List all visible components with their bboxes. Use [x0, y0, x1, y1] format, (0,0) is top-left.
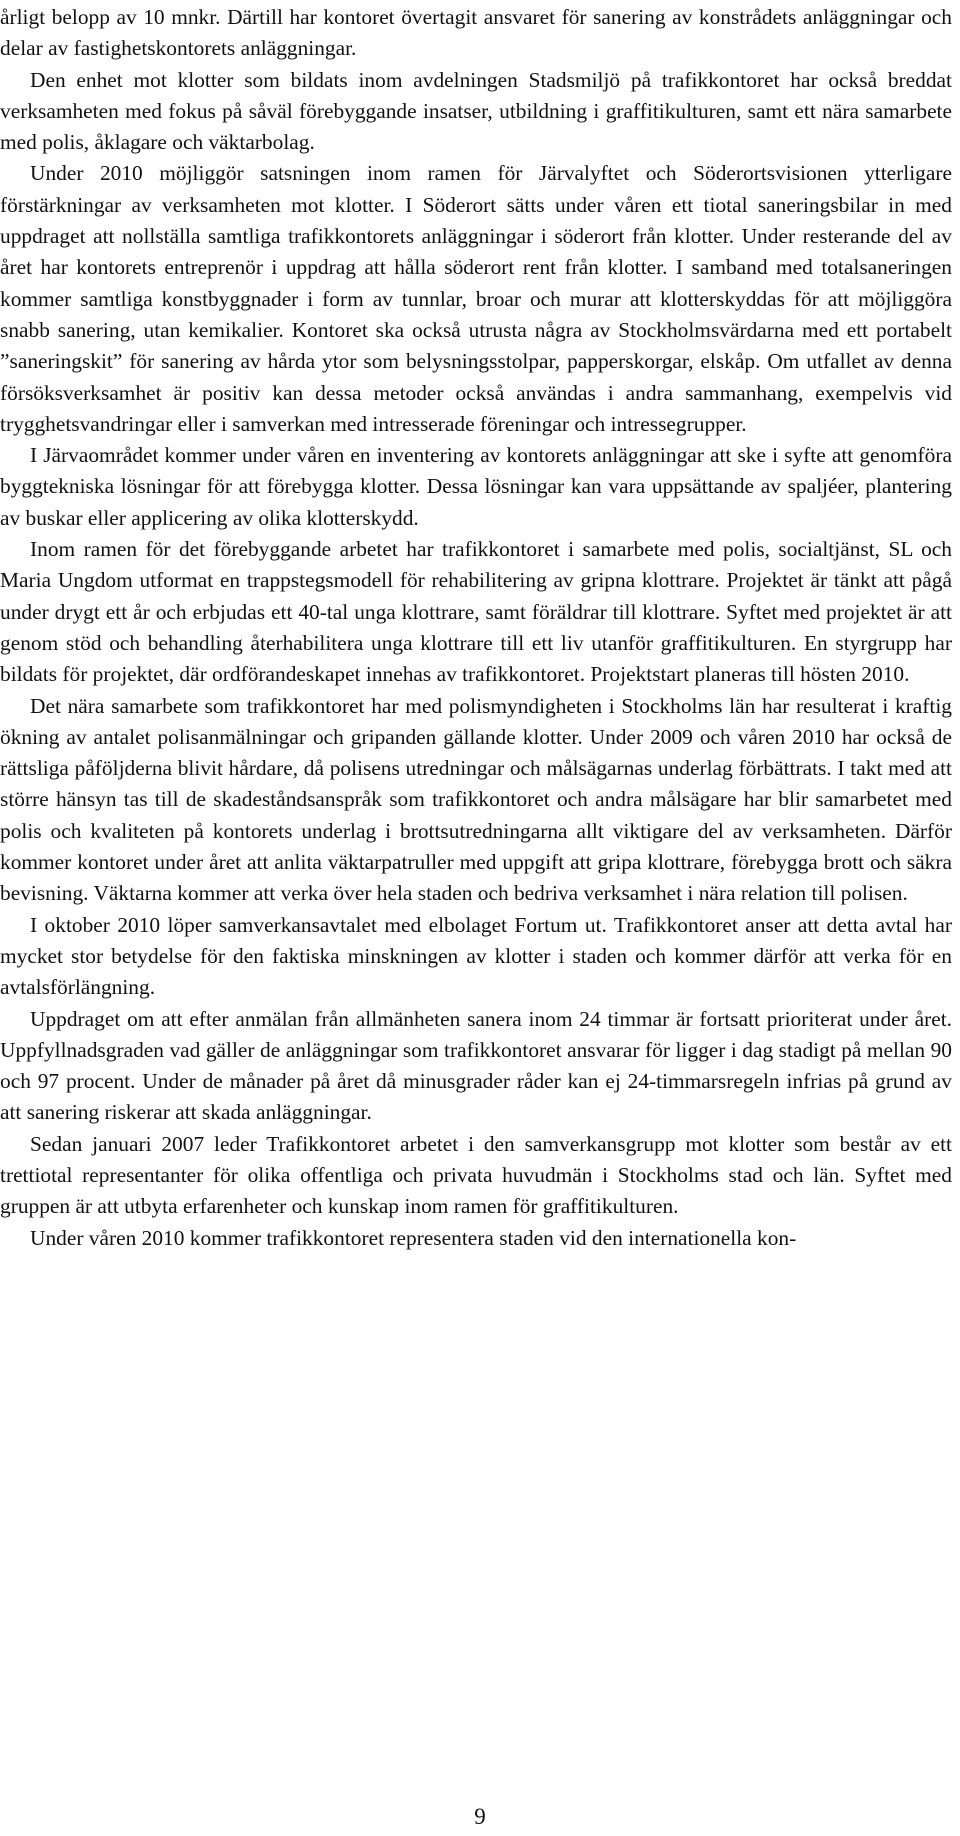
paragraph: I oktober 2010 löper samverkansavtalet med elbolaget Fortum ut. Trafikkontoret anser att detta avtal har mycket stor betydelse för den faktiska minskningen av klotter i staden och kommer därför att verka för en avtalsförlängning. — [0, 912, 952, 1000]
paragraph-truncated: Under våren 2010 kommer trafikkontoret representera staden vid den internationella kon- — [30, 1225, 797, 1250]
paragraph: Den enhet mot klotter som bildats inom avdelningen Stadsmiljö på trafikkontoret har också breddat verksamheten med fokus på såväl förebyggande insatser, utbildning i graffitikulturen, samt ett nära samarbete med polis, åklagare och väktarbolag. — [0, 67, 952, 155]
body-text — [0, 2, 952, 1254]
paragraph: Sedan januari 2007 leder Trafikkontoret arbetet i den samverkansgrupp mot klotter som består av ett trettiotal representanter för olika offentliga och privata huvudmän i Stockholms stad och län. Syftet med gruppen är att utbyta erfarenheter och kunskap inom ramen för graffitikulturen. — [0, 1131, 952, 1219]
page-number: 9 — [474, 1804, 486, 1829]
paragraph: Under 2010 möjliggör satsningen inom ramen för Järvalyftet och Söderortsvisionen ytterligare förstärkningar av verksamheten mot klotter. I Söderort sätts under våren ett tiotal saneringsbilar in med uppdraget att nollställa samtliga trafikkontorets anläggningar i söderort från klotter. Under resterande del av året har kontorets entreprenör i uppdrag att hålla söderort rent från klotter. I samband med totalsaneringen kommer samtliga konstbyggnader i form av tunnlar, broar och murar att klotterskyddas för att möjliggöra snabb sanering, utan kemikalier. Kontoret ska också utrusta några av Stockholmsvärdarna med ett portabelt ”saneringskit” för sanering av hårda ytor som belysningsstolpar, papperskorgar, elskåp. Om utfallet av denna försöksverksamhet är positiv kan dessa metoder också användas i andra sammanhang, exempelvis vid trygghetsvandringar eller i samverkan med intresserade föreningar och intressegrupper. — [0, 161, 952, 436]
paragraph: Det nära samarbete som trafikkontoret har med polismyndigheten i Stockholms län har resulterat i kraftig ökning av antalet polisanmälningar och gripanden gällande klotter. Under 2009 och våren 2010 har också de rättsliga påföljderna blivit hårdare, då polisens utredningar och målsägarnas underlag förbättrats. I takt med att större hänsyn tas till de skadeståndsanspråk som trafikkontoret och andra målsägare har blir samarbetet med polis och kvaliteten på kontorets underlag i brottsutredningarna allt viktigare del av verksamheten. Därför kommer kontoret under året att anlita väktarpatruller med uppgift att gripa klottrare, förebygga brott och säkra bevisning. Väktarna kommer att verka över hela staden och bedriva verksamhet i nära relation till polisen. — [0, 693, 952, 906]
paragraph: I Järvaområdet kommer under våren en inventering av kontorets anläggningar att ske i syfte att genomföra byggtekniska lösningar för att förebygga klotter. Dessa lösningar kan vara uppsättande av spaljéer, plantering av buskar eller applicering av olika klotterskydd. — [0, 443, 952, 530]
paragraph: Inom ramen för det förebyggande arbetet har trafikkontoret i samarbete med polis, socialtjänst, SL och Maria Ungdom utformat en trappstegsmodell för rehabilitering av gripna klottrare. Projektet är tänkt att pågå under drygt ett år och erbjudas ett 40-tal unga klottrare, samt föräldrar till klottrare. Syftet med projektet är att genom stöd och behandling återhabilitera unga klottrare till ett liv utanför graffitikulturen. En styrgrupp har bildats för projektet, där ordförandeskapet innehas av trafikkontoret. Projektstart planeras till hösten 2010. — [0, 537, 952, 687]
paragraph: Uppdraget om att efter anmälan från allmänheten sanera inom 24 timmar är fortsatt prioriterat under året. Uppfyllnadsgraden vad gäller de anläggningar som trafikkontoret ansvarar för ligger i dag stadigt på mellan 90 och 97 procent. Under de månader på året då minusgrader råder kan ej 24-timmarsregeln infrias på grund av att sanering riskerar att skada anläggningar. — [0, 1006, 952, 1125]
paragraph-continued: årligt belopp av 10 mnkr. Därtill har kontoret övertagit ansvaret för sanering av konstrådets anläggningar och delar av fastighetskontorets anläggningar. — [0, 5, 952, 61]
